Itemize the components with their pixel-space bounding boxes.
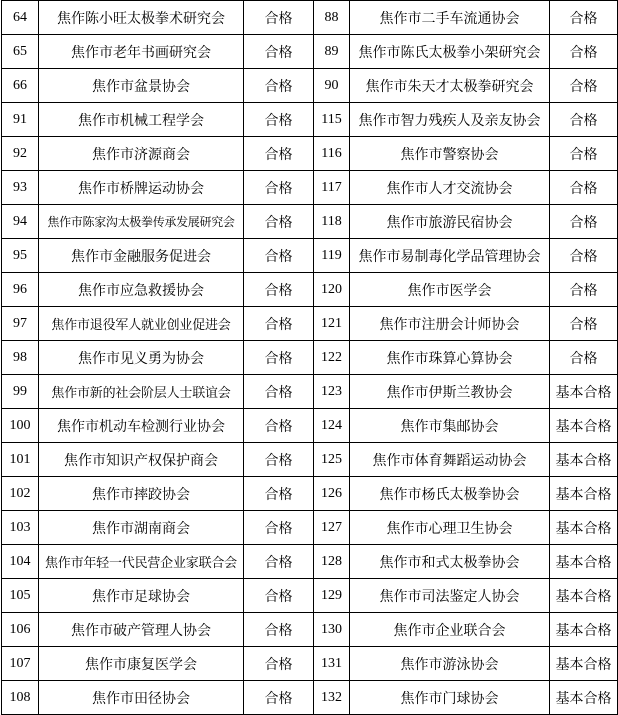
right-organization-name: 焦作市陈氏太极拳小架研究会 — [350, 35, 550, 69]
left-result: 合格 — [244, 171, 314, 205]
left-result: 合格 — [244, 409, 314, 443]
left-result: 合格 — [244, 1, 314, 35]
left-result: 合格 — [244, 205, 314, 239]
left-result: 合格 — [244, 375, 314, 409]
right-serial-number: 130 — [314, 613, 350, 647]
right-result: 基本合格 — [550, 545, 618, 579]
left-organization-name: 焦作市老年书画研究会 — [39, 35, 244, 69]
right-result: 基本合格 — [550, 409, 618, 443]
right-organization-name: 焦作市体育舞蹈运动协会 — [350, 443, 550, 477]
left-result: 合格 — [244, 647, 314, 681]
right-organization-name: 焦作市易制毒化学品管理协会 — [350, 239, 550, 273]
right-serial-number: 132 — [314, 681, 350, 715]
table-row — [2, 171, 618, 205]
left-organization-name: 焦作市应急救援协会 — [39, 273, 244, 307]
right-serial-number: 118 — [314, 205, 350, 239]
right-result: 基本合格 — [550, 613, 618, 647]
right-organization-name: 焦作市旅游民宿协会 — [350, 205, 550, 239]
left-organization-name: 焦作市摔跤协会 — [39, 477, 244, 511]
left-organization-name: 焦作市足球协会 — [39, 579, 244, 613]
right-serial-number: 90 — [314, 69, 350, 103]
left-serial-number: 96 — [2, 273, 39, 307]
table-row — [2, 103, 618, 137]
document-page — [1, 0, 617, 715]
right-result: 合格 — [550, 239, 618, 273]
left-result: 合格 — [244, 477, 314, 511]
left-organization-name: 焦作市济源商会 — [39, 137, 244, 171]
right-result: 合格 — [550, 273, 618, 307]
left-result: 合格 — [244, 681, 314, 715]
left-serial-number: 95 — [2, 239, 39, 273]
left-serial-number: 91 — [2, 103, 39, 137]
right-organization-name: 焦作市二手车流通协会 — [350, 1, 550, 35]
left-organization-name: 焦作市年轻一代民营企业家联合会 — [39, 545, 244, 579]
right-serial-number: 116 — [314, 137, 350, 171]
left-serial-number: 94 — [2, 205, 39, 239]
right-organization-name: 焦作市游泳协会 — [350, 647, 550, 681]
left-organization-name: 焦作市机动车检测行业协会 — [39, 409, 244, 443]
right-serial-number: 119 — [314, 239, 350, 273]
left-serial-number: 65 — [2, 35, 39, 69]
right-serial-number: 122 — [314, 341, 350, 375]
right-serial-number: 115 — [314, 103, 350, 137]
left-result: 合格 — [244, 613, 314, 647]
right-result: 基本合格 — [550, 579, 618, 613]
left-result: 合格 — [244, 273, 314, 307]
right-organization-name: 焦作市司法鉴定人协会 — [350, 579, 550, 613]
left-serial-number: 64 — [2, 1, 39, 35]
table-row — [2, 69, 618, 103]
right-result: 合格 — [550, 137, 618, 171]
left-organization-name: 焦作市湖南商会 — [39, 511, 244, 545]
right-result: 合格 — [550, 341, 618, 375]
left-organization-name: 焦作市知识产权保护商会 — [39, 443, 244, 477]
table-row — [2, 477, 618, 511]
right-organization-name: 焦作市集邮协会 — [350, 409, 550, 443]
table-row — [2, 205, 618, 239]
right-result: 基本合格 — [550, 375, 618, 409]
right-result: 基本合格 — [550, 477, 618, 511]
left-serial-number: 106 — [2, 613, 39, 647]
right-result: 基本合格 — [550, 443, 618, 477]
left-organization-name: 焦作市金融服务促进会 — [39, 239, 244, 273]
right-organization-name: 焦作市人才交流协会 — [350, 171, 550, 205]
right-serial-number: 131 — [314, 647, 350, 681]
table-row — [2, 273, 618, 307]
left-result: 合格 — [244, 341, 314, 375]
right-result: 合格 — [550, 69, 618, 103]
table-row — [2, 35, 618, 69]
right-serial-number: 124 — [314, 409, 350, 443]
table-body — [2, 1, 618, 715]
left-serial-number: 98 — [2, 341, 39, 375]
table-row — [2, 511, 618, 545]
right-serial-number: 88 — [314, 1, 350, 35]
right-organization-name: 焦作市医学会 — [350, 273, 550, 307]
left-serial-number: 102 — [2, 477, 39, 511]
left-organization-name: 焦作市陈家沟太极拳传承发展研究会 — [39, 205, 244, 239]
right-serial-number: 125 — [314, 443, 350, 477]
right-result: 合格 — [550, 205, 618, 239]
right-organization-name: 焦作市心理卫生协会 — [350, 511, 550, 545]
left-serial-number: 103 — [2, 511, 39, 545]
table-row — [2, 137, 618, 171]
left-result: 合格 — [244, 545, 314, 579]
right-organization-name: 焦作市注册会计师协会 — [350, 307, 550, 341]
right-serial-number: 128 — [314, 545, 350, 579]
table-row — [2, 239, 618, 273]
right-organization-name: 焦作市企业联合会 — [350, 613, 550, 647]
left-serial-number: 92 — [2, 137, 39, 171]
right-serial-number: 121 — [314, 307, 350, 341]
table-row — [2, 341, 618, 375]
table-row — [2, 1, 618, 35]
right-result: 基本合格 — [550, 647, 618, 681]
right-organization-name: 焦作市警察协会 — [350, 137, 550, 171]
left-organization-name: 焦作市机械工程学会 — [39, 103, 244, 137]
left-organization-name: 焦作市见义勇为协会 — [39, 341, 244, 375]
left-result: 合格 — [244, 103, 314, 137]
left-organization-name: 焦作市退役军人就业创业促进会 — [39, 307, 244, 341]
right-serial-number: 126 — [314, 477, 350, 511]
right-serial-number: 120 — [314, 273, 350, 307]
left-organization-name: 焦作市破产管理人协会 — [39, 613, 244, 647]
left-serial-number: 101 — [2, 443, 39, 477]
right-result: 基本合格 — [550, 681, 618, 715]
left-serial-number: 104 — [2, 545, 39, 579]
table-row — [2, 443, 618, 477]
right-result: 合格 — [550, 307, 618, 341]
left-result: 合格 — [244, 307, 314, 341]
left-result: 合格 — [244, 137, 314, 171]
right-organization-name: 焦作市智力残疾人及亲友协会 — [350, 103, 550, 137]
right-organization-name: 焦作市珠算心算协会 — [350, 341, 550, 375]
left-serial-number: 66 — [2, 69, 39, 103]
left-result: 合格 — [244, 579, 314, 613]
right-organization-name: 焦作市门球协会 — [350, 681, 550, 715]
right-organization-name: 焦作市朱天才太极拳研究会 — [350, 69, 550, 103]
left-result: 合格 — [244, 69, 314, 103]
right-serial-number: 123 — [314, 375, 350, 409]
left-organization-name: 焦作市桥牌运动协会 — [39, 171, 244, 205]
left-organization-name: 焦作市康复医学会 — [39, 647, 244, 681]
left-serial-number: 107 — [2, 647, 39, 681]
table-row — [2, 579, 618, 613]
right-result: 基本合格 — [550, 511, 618, 545]
left-organization-name: 焦作市新的社会阶层人士联谊会 — [39, 375, 244, 409]
right-result: 合格 — [550, 103, 618, 137]
left-organization-name: 焦作陈小旺太极拳术研究会 — [39, 1, 244, 35]
table-row — [2, 681, 618, 715]
right-result: 合格 — [550, 171, 618, 205]
right-result: 合格 — [550, 35, 618, 69]
left-result: 合格 — [244, 511, 314, 545]
left-serial-number: 108 — [2, 681, 39, 715]
table-row — [2, 613, 618, 647]
right-organization-name: 焦作市杨氏太极拳协会 — [350, 477, 550, 511]
table-row — [2, 545, 618, 579]
table-row — [2, 647, 618, 681]
left-organization-name: 焦作市盆景协会 — [39, 69, 244, 103]
table-row — [2, 409, 618, 443]
left-serial-number: 99 — [2, 375, 39, 409]
right-serial-number: 117 — [314, 171, 350, 205]
left-serial-number: 105 — [2, 579, 39, 613]
left-result: 合格 — [244, 239, 314, 273]
left-result: 合格 — [244, 443, 314, 477]
right-organization-name: 焦作市伊斯兰教协会 — [350, 375, 550, 409]
left-organization-name: 焦作市田径协会 — [39, 681, 244, 715]
left-result: 合格 — [244, 35, 314, 69]
right-organization-name: 焦作市和式太极拳协会 — [350, 545, 550, 579]
right-serial-number: 89 — [314, 35, 350, 69]
right-serial-number: 127 — [314, 511, 350, 545]
table-row — [2, 375, 618, 409]
left-serial-number: 97 — [2, 307, 39, 341]
left-serial-number: 93 — [2, 171, 39, 205]
left-serial-number: 100 — [2, 409, 39, 443]
right-result: 合格 — [550, 1, 618, 35]
right-serial-number: 129 — [314, 579, 350, 613]
assessment-results-table — [1, 0, 618, 715]
table-row — [2, 307, 618, 341]
